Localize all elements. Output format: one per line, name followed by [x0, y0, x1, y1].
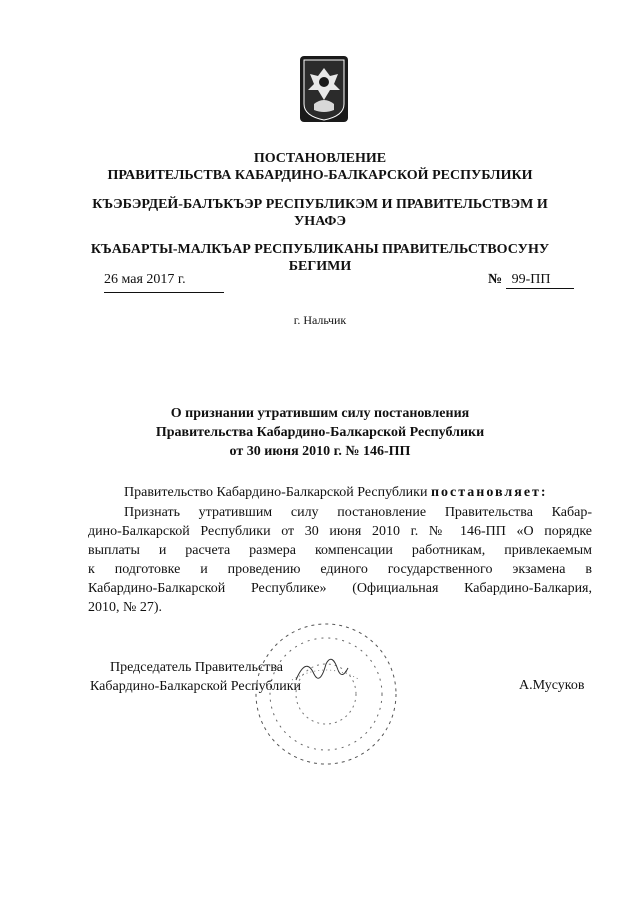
paragraph-line: дино-Балкарской Республики от 30 июня 2010 г. № 146-ПП «О порядке [88, 524, 592, 539]
document-title-line2: Правительства Кабардино-Балкарской Республики [155, 425, 485, 440]
number-sign: № [488, 272, 503, 287]
paragraph-line: Признать утратившим силу постановление Правительства Кабар- [124, 505, 592, 520]
city-label: г. Нальчик [293, 313, 347, 327]
document-title-line1: О признании утратившим силу постановления [170, 406, 470, 421]
issuer-heading-balkar-line1: КЪАБАРТЫ-МАЛКЪАР РЕСПУБЛИКАНЫ ПРАВИТЕЛЬСТВОСУНУ [90, 242, 550, 257]
paragraph-line: выплаты и расчета размера компенсации работникам, привлекаемым [88, 543, 592, 558]
decree-intro [124, 485, 548, 501]
issuer-heading-russian: ПРАВИТЕЛЬСТВА КАБАРДИНО-БАЛКАРСКОЙ РЕСПУБЛИКИ [107, 168, 533, 183]
number-value: 99-ПП [506, 272, 574, 289]
coat-of-arms-emblem [298, 54, 350, 124]
paragraph-line: к подготовке и проведению единого государственного экзамена в [88, 562, 592, 577]
document-type-heading: ПОСТАНОВЛЕНИЕ [253, 151, 387, 166]
decree-paragraph [88, 503, 592, 617]
paragraph-line: 2010, № 27). [88, 600, 163, 615]
signatory-name: А.Мусуков [519, 678, 585, 693]
signatory-title-line2: Кабардино-Балкарской Республики [90, 679, 301, 694]
paragraph-line: Кабардино-Балкарской Республике» (Официальная Кабардино-Балкария, [88, 581, 592, 596]
decree-intro-text: Правительство Кабардино-Балкарской Республики [124, 485, 431, 500]
document-title-line3: от 30 июня 2010 г. № 146-ПП [229, 444, 411, 459]
issuer-heading-kabardian-line2: УНАФЭ [294, 214, 346, 229]
document-number [488, 272, 584, 292]
decree-word: постановляет: [430, 485, 548, 500]
signatory-title-line1: Председатель Правительства [110, 660, 283, 675]
document-date-text: 26 мая 2017 г. [104, 272, 186, 287]
issuer-heading-balkar-line2: БЕГИМИ [288, 259, 352, 274]
handwritten-signature [292, 650, 352, 690]
document-date [104, 272, 224, 293]
issuer-heading-kabardian-line1: КЪЭБЭРДЕЙ-БАЛЪКЪЭР РЕСПУБЛИКЭМ И ПРАВИТЕЛЬСТВЭМ И [92, 197, 548, 212]
